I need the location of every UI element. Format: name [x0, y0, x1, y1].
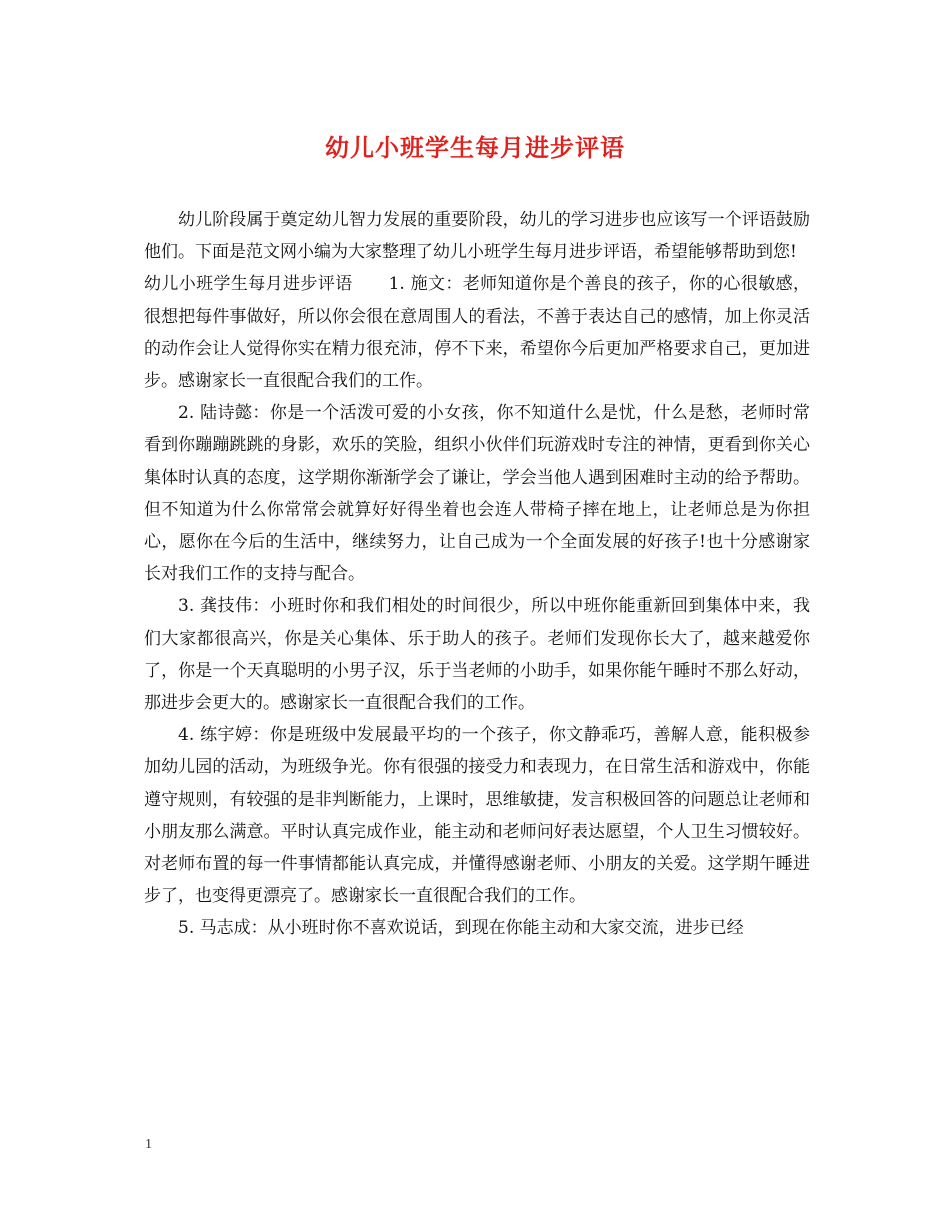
comment-item-1: 1. 施文：老师知道你是个善良的孩子，你的心很敏感，很想把每件事做好，所以你会很在意周围人的看法，不善于表达自己的感情，加上你灵活的动作会让人觉得你实在精力很充沛，停不下来，希望你今后更加严格要求自己，更加进步。感谢家长一直很配合我们的工作。: [144, 274, 811, 392]
page-number: 1: [145, 1137, 152, 1152]
intro-paragraph: 幼儿阶段属于奠定幼儿智力发展的重要阶段，幼儿的学习进步也应该写一个评语鼓励他们。下面是范文网小编为大家整理了幼儿小班学生每月进步评语，希望能够帮助到您!: [144, 210, 810, 263]
comment-item-5: 5. 马志成：从小班时你不喜欢说话，到现在你能主动和大家交流，进步已经: [178, 918, 744, 939]
document-body: [144, 204, 810, 945]
comment-item-4: 4. 练宇婷：你是班级中发展最平均的一个孩子，你文静乖巧，善解人意，能积极参加幼儿园的活动，为班级争光。你有很强的接受力和表现力，在日常生活和游戏中，你能遵守规则，有较强的是非判断能力，上课时，思维敏捷，发言积极回答的问题总让老师和小朋友那么满意。平时认真完成作业，能主动和老师问好表达愿望，个人卫生习惯较好。对老师布置的每一件事情都能认真完成，并懂得感谢老师、小朋友的关爱。这学期午睡进步了，也变得更漂亮了。感谢家长一直很配合我们的工作。: [144, 725, 810, 907]
comment-item-3: 3. 龚技伟：小班时你和我们相处的时间很少，所以中班你能重新回到集体中来，我们大家都很高兴，你是关心集体、乐于助人的孩子。老师们发现你长大了，越来越爱你了，你是一个天真聪明的小男子汉，乐于当老师的小助手，如果你能午睡时不那么好动，那进步会更大的。感谢家长一直很配合我们的工作。: [144, 596, 810, 714]
section-heading: 幼儿小班学生每月进步评语: [144, 274, 353, 295]
document-title: 幼儿小班学生每月进步评语: [325, 133, 625, 162]
section-first-paragraph: [144, 268, 810, 397]
comment-item-2: 2. 陆诗懿：你是一个活泼可爱的小女孩，你不知道什么是忧，什么是愁，老师时常看到你蹦蹦跳跳的身影，欢乐的笑脸，组织小伙伴们玩游戏时专注的神情，更看到你关心集体时认真的态度，这学期你渐渐学会了谦让，学会当他人遇到困难时主动的给予帮助。但不知道为什么你常常会就算好好得坐着也会连人带椅子摔在地上，让老师总是为你担心，愿你在今后的生活中，继续努力，让自己成为一个全面发展的好孩子!也十分感谢家长对我们工作的支持与配合。: [144, 403, 810, 585]
